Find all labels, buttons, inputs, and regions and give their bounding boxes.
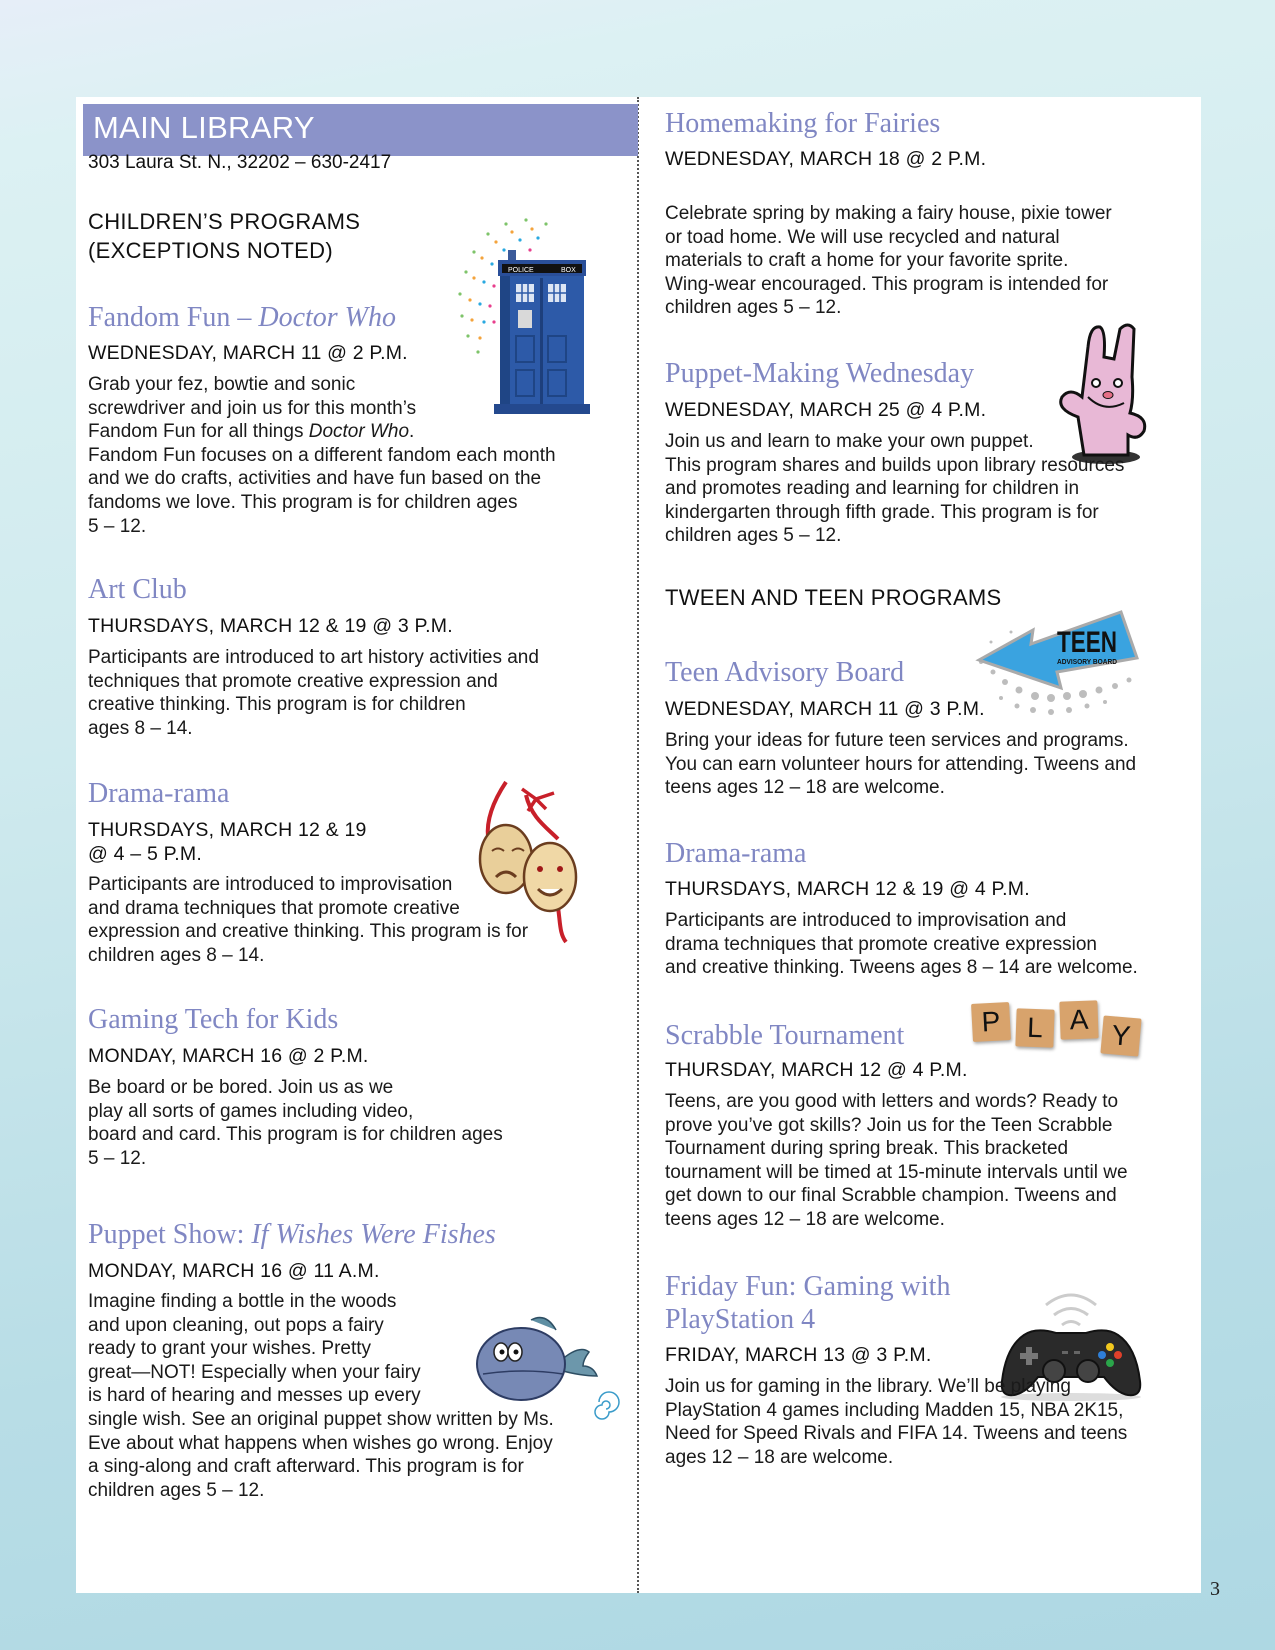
wireless-signal-icon (1046, 1295, 1096, 1305)
event-date-puppet-show: MONDAY, MARCH 16 @ 11 A.M. (88, 1260, 380, 1282)
event-date-gaming-tech: MONDAY, MARCH 16 @ 2 P.M. (88, 1045, 369, 1067)
main-library-banner (83, 104, 638, 156)
event-title-gaming-tech: Gaming Tech for Kids (88, 1004, 339, 1035)
event-desc-drama-rama-kids: Participants are introduced to improvisation and drama techniques that promote creative expression and creative thinking. This program is for children ages 8 – 14. (88, 874, 529, 966)
scrabble-tile-y: Y (1100, 1015, 1141, 1056)
event-title-scrabble-tournament: Scrabble Tournament (665, 1020, 905, 1051)
event-date-fandom-fun: WEDNESDAY, MARCH 11 @ 2 P.M. (88, 342, 408, 364)
event-desc-drama-rama-teen: Participants are introduced to improvisation and drama techniques that promote creative expression and creative thinking. Tweens ages 8 – 14 are welcome. (665, 910, 1138, 979)
event-date-drama-rama-teen: THURSDAYS, MARCH 12 & 19 @ 4 P.M. (665, 878, 1030, 900)
event-desc-homemaking-fairies: Celebrate spring by making a fairy house, pixie tower or toad home. We will use recycled and natural materials to craft a home for your favorite sprite. Wing-wear encouraged. This program is intended for children ages 5 – 12. (665, 203, 1112, 319)
newsletter-page (76, 97, 1201, 1593)
event-desc-teen-advisory-board: Bring your ideas for future teen services and programs. You can earn volunteer hours for attending. Tweens and teens ages 12 – 18 are welcome. (665, 730, 1137, 799)
event-title-puppet-making: Puppet-Making Wednesday (665, 358, 975, 389)
event-date-teen-advisory-board: WEDNESDAY, MARCH 11 @ 3 P.M. (665, 698, 985, 720)
scrabble-tiles-illustration (966, 997, 1141, 1077)
event-title-fandom-fun: Fandom Fun – Doctor Who (88, 302, 397, 333)
teen-logo-text: TEEN (1057, 626, 1117, 659)
tardis-sign-box: BOX (561, 267, 576, 274)
tween-teen-programs-heading: TWEEN AND TEEN PROGRAMS (665, 585, 1002, 610)
scrabble-tile-a: A (1059, 1000, 1098, 1039)
advisory-board-logo-text: ADVISORY BOARD (1057, 659, 1117, 666)
event-title-drama-rama-teen: Drama-rama (665, 838, 807, 869)
scrabble-tile-p: P (971, 1002, 1011, 1042)
event-title-friday-fun: Friday Fun: Gaming with PlayStation 4 (665, 1271, 951, 1335)
event-desc-friday-fun: Join us for gaming in the library. We’ll be playing PlayStation 4 games including Madden 15, NBA 2K15, Need for Speed Rivals and FIFA 14. Tweens and teens ages 12 – 18 are welcome. (665, 1376, 1128, 1468)
section-heading-line1: CHILDREN’S PROGRAMS (88, 209, 361, 234)
section-heading-line2: (EXCEPTIONS NOTED) (88, 238, 333, 263)
event-desc-gaming-tech: Be board or be bored. Join us as we play all sorts of games including video, board and card. This program is for children ages 5 – 12. (88, 1077, 503, 1169)
event-desc-puppet-making: Join us and learn to make your own puppet. This program shares and builds upon library resources and promotes reading and learning for children in kindergarten through fifth grade. This program is for children ages 5 – 12. (665, 431, 1125, 547)
event-title-drama-rama-kids: Drama-rama (88, 778, 230, 809)
banner-title: MAIN LIBRARY (93, 110, 315, 145)
childrens-programs-heading (88, 207, 360, 265)
tardis-sign-police: POLICE (508, 267, 534, 274)
event-title-homemaking-fairies: Homemaking for Fairies (665, 108, 941, 139)
event-desc-art-club: Participants are introduced to art history activities and techniques that promote creative expression and creative thinking. This program is for children ages 8 – 14. (88, 647, 539, 739)
event-date-art-club: THURSDAYS, MARCH 12 & 19 @ 3 P.M. (88, 615, 453, 637)
scrabble-tile-l: L (1015, 1008, 1054, 1047)
event-desc-scrabble-tournament: Teens, are you good with letters and words? Ready to prove you’ve got skills? Join us for the Teen Scrabble Tournament during spring break. This bracketed tournament will be timed at 15-minute intervals until we get down to our final Scrabble champion. Tweens and teens ages 12 – 18 are welcome. (665, 1091, 1128, 1230)
event-date-homemaking-fairies: WEDNESDAY, MARCH 18 @ 2 P.M. (665, 148, 987, 170)
event-date-scrabble-tournament: THURSDAY, MARCH 12 @ 4 P.M. (665, 1059, 968, 1081)
event-title-art-club: Art Club (88, 574, 187, 605)
teen-advisory-board-logo (961, 602, 1146, 722)
event-title-teen-advisory-board: Teen Advisory Board (665, 657, 905, 688)
event-date-drama-rama-kids: THURSDAYS, MARCH 12 & 19 @ 4 – 5 P.M. (88, 819, 367, 865)
page-number: 3 (1210, 1578, 1220, 1600)
event-date-puppet-making: WEDNESDAY, MARCH 25 @ 4 P.M. (665, 399, 987, 421)
event-desc-fandom-fun: Grab your fez, bowtie and sonic screwdriver and join us for this month’s Fandom Fun for all things Doctor Who. Fandom Fun focuses on a different fandom each month and we do crafts, activities and have fun based on the fandoms we love. This program is for children ages 5 – 12. (88, 374, 556, 537)
event-date-friday-fun: FRIDAY, MARCH 13 @ 3 P.M. (665, 1344, 932, 1366)
column-divider (637, 97, 639, 1593)
event-title-puppet-show: Puppet Show: If Wishes Were Fishes (88, 1219, 496, 1250)
event-desc-puppet-show: Imagine finding a bottle in the woods and upon cleaning, out pops a fairy ready to grant your wishes. Pretty great—NOT! Especially when your fairy is hard of hearing and messes up every single wish. See an original puppet show written by Ms. Eve about what happens when wishes go wrong. Enjoy a sing-along and craft afterward. This program is for children ages 5 – 12. (88, 1291, 554, 1501)
library-address: 303 Laura St. N., 32202 – 630-2417 (88, 152, 392, 173)
